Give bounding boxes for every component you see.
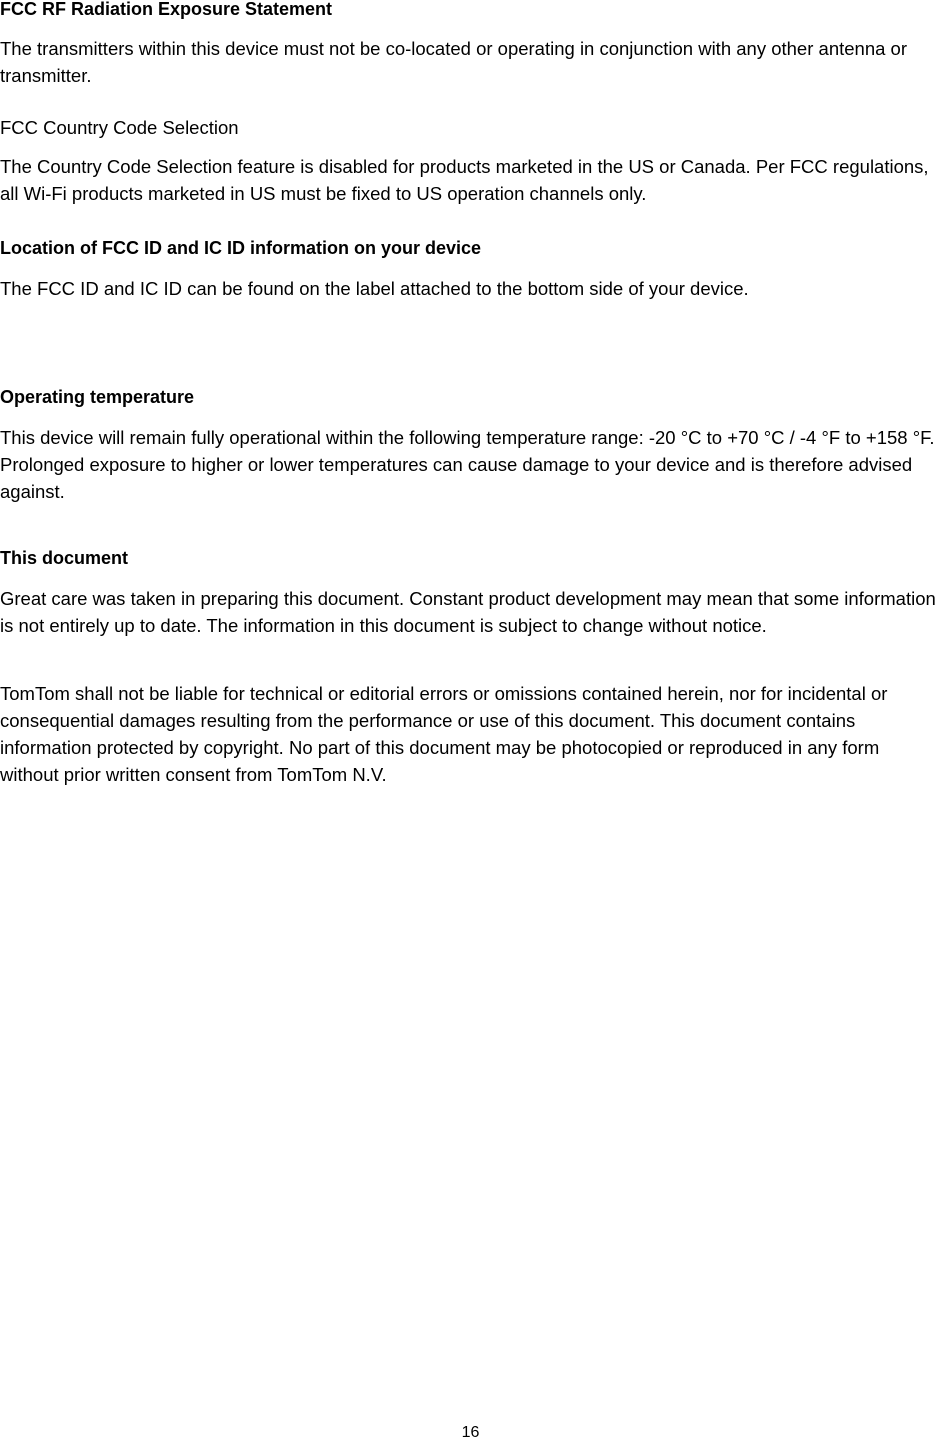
fcc-location-heading: Location of FCC ID and IC ID information on your device [0, 238, 482, 258]
fcc-rf-body: The transmitters within this device must not be co-located or operating in conjunction with any other antenna or transmitter. [0, 38, 907, 86]
this-document-body-2: TomTom shall not be liable for technical or editorial errors or omissions contained herein, nor for incidental or consequential damages resulting from the performance or use of this document. This document contains information protected by copyright. No part of this document may be photocopied or reproduced in any form without prior written consent from TomTom N.V. [0, 683, 888, 785]
operating-temperature-body: This device will remain fully operational within the following temperature range: -20 °C to +70 °C / -4 °F to +158 °F. Prolonged exposure to higher or lower temperatures can cause damage to your device and is therefore advised against. [0, 427, 935, 502]
fcc-country-heading: FCC Country Code Selection [0, 117, 239, 138]
page-number: 16 [461, 1424, 480, 1441]
fcc-country-body: The Country Code Selection feature is disabled for products marketed in the US or Canada. Per FCC regulations, all Wi-Fi products marketed in US must be fixed to US operation channels only. [0, 156, 929, 204]
this-document-heading: This document [0, 548, 129, 568]
operating-temperature-heading: Operating temperature [0, 387, 195, 407]
fcc-rf-heading: FCC RF Radiation Exposure Statement [0, 0, 333, 19]
this-document-body-1: Great care was taken in preparing this document. Constant product development may mean that some information is not entirely up to date. The information in this document is subject to change without notice. [0, 588, 936, 636]
fcc-location-body: The FCC ID and IC ID can be found on the label attached to the bottom side of your device. [0, 278, 749, 299]
